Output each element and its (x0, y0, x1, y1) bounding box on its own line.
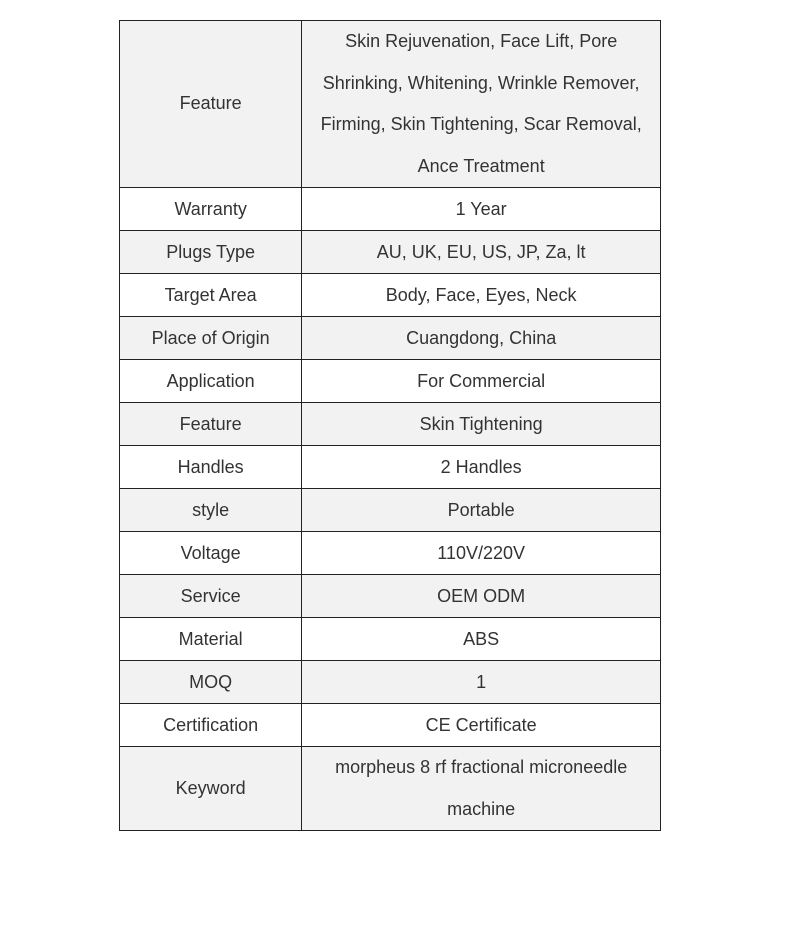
row-label: Warranty (120, 188, 302, 231)
row-value: Cuangdong, China (302, 317, 661, 360)
row-value: Skin Tightening (302, 403, 661, 446)
row-label: Place of Origin (120, 317, 302, 360)
table-row-keyword (120, 747, 661, 831)
table-row-handles (120, 446, 661, 489)
table-row-application (120, 360, 661, 403)
table-row-feature-2 (120, 403, 661, 446)
spec-table (119, 20, 661, 831)
row-value: 2 Handles (302, 446, 661, 489)
row-value: morpheus 8 rf fractional microneedle machine (302, 747, 661, 831)
row-value: 110V/220V (302, 532, 661, 575)
row-label: Feature (120, 403, 302, 446)
table-row-style (120, 489, 661, 532)
table-row-voltage (120, 532, 661, 575)
row-value: For Commercial (302, 360, 661, 403)
row-label: Certification (120, 704, 302, 747)
row-label: Voltage (120, 532, 302, 575)
table-row-place-of-origin (120, 317, 661, 360)
row-label: Feature (120, 21, 302, 188)
row-label: Target Area (120, 274, 302, 317)
table-row-warranty (120, 188, 661, 231)
row-label: Keyword (120, 747, 302, 831)
row-label: Material (120, 618, 302, 661)
row-label: Application (120, 360, 302, 403)
row-label: style (120, 489, 302, 532)
table-row-material (120, 618, 661, 661)
table-row-target-area (120, 274, 661, 317)
row-label: MOQ (120, 661, 302, 704)
row-label: Plugs Type (120, 231, 302, 274)
row-value: 1 (302, 661, 661, 704)
row-label: Handles (120, 446, 302, 489)
table-row-plugs-type (120, 231, 661, 274)
row-label: Service (120, 575, 302, 618)
spec-table-body (120, 21, 661, 831)
row-value: ABS (302, 618, 661, 661)
row-value: Body, Face, Eyes, Neck (302, 274, 661, 317)
table-row-service (120, 575, 661, 618)
row-value: Skin Rejuvenation, Face Lift, Pore Shrinking, Whitening, Wrinkle Remover, Firming, Skin Tightening, Scar Removal, Ance Treatment (302, 21, 661, 188)
row-value: Portable (302, 489, 661, 532)
table-row-feature (120, 21, 661, 188)
row-value: 1 Year (302, 188, 661, 231)
row-value: CE Certificate (302, 704, 661, 747)
table-row-certification (120, 704, 661, 747)
row-value: AU, UK, EU, US, JP, Za, lt (302, 231, 661, 274)
table-row-moq (120, 661, 661, 704)
row-value: OEM ODM (302, 575, 661, 618)
